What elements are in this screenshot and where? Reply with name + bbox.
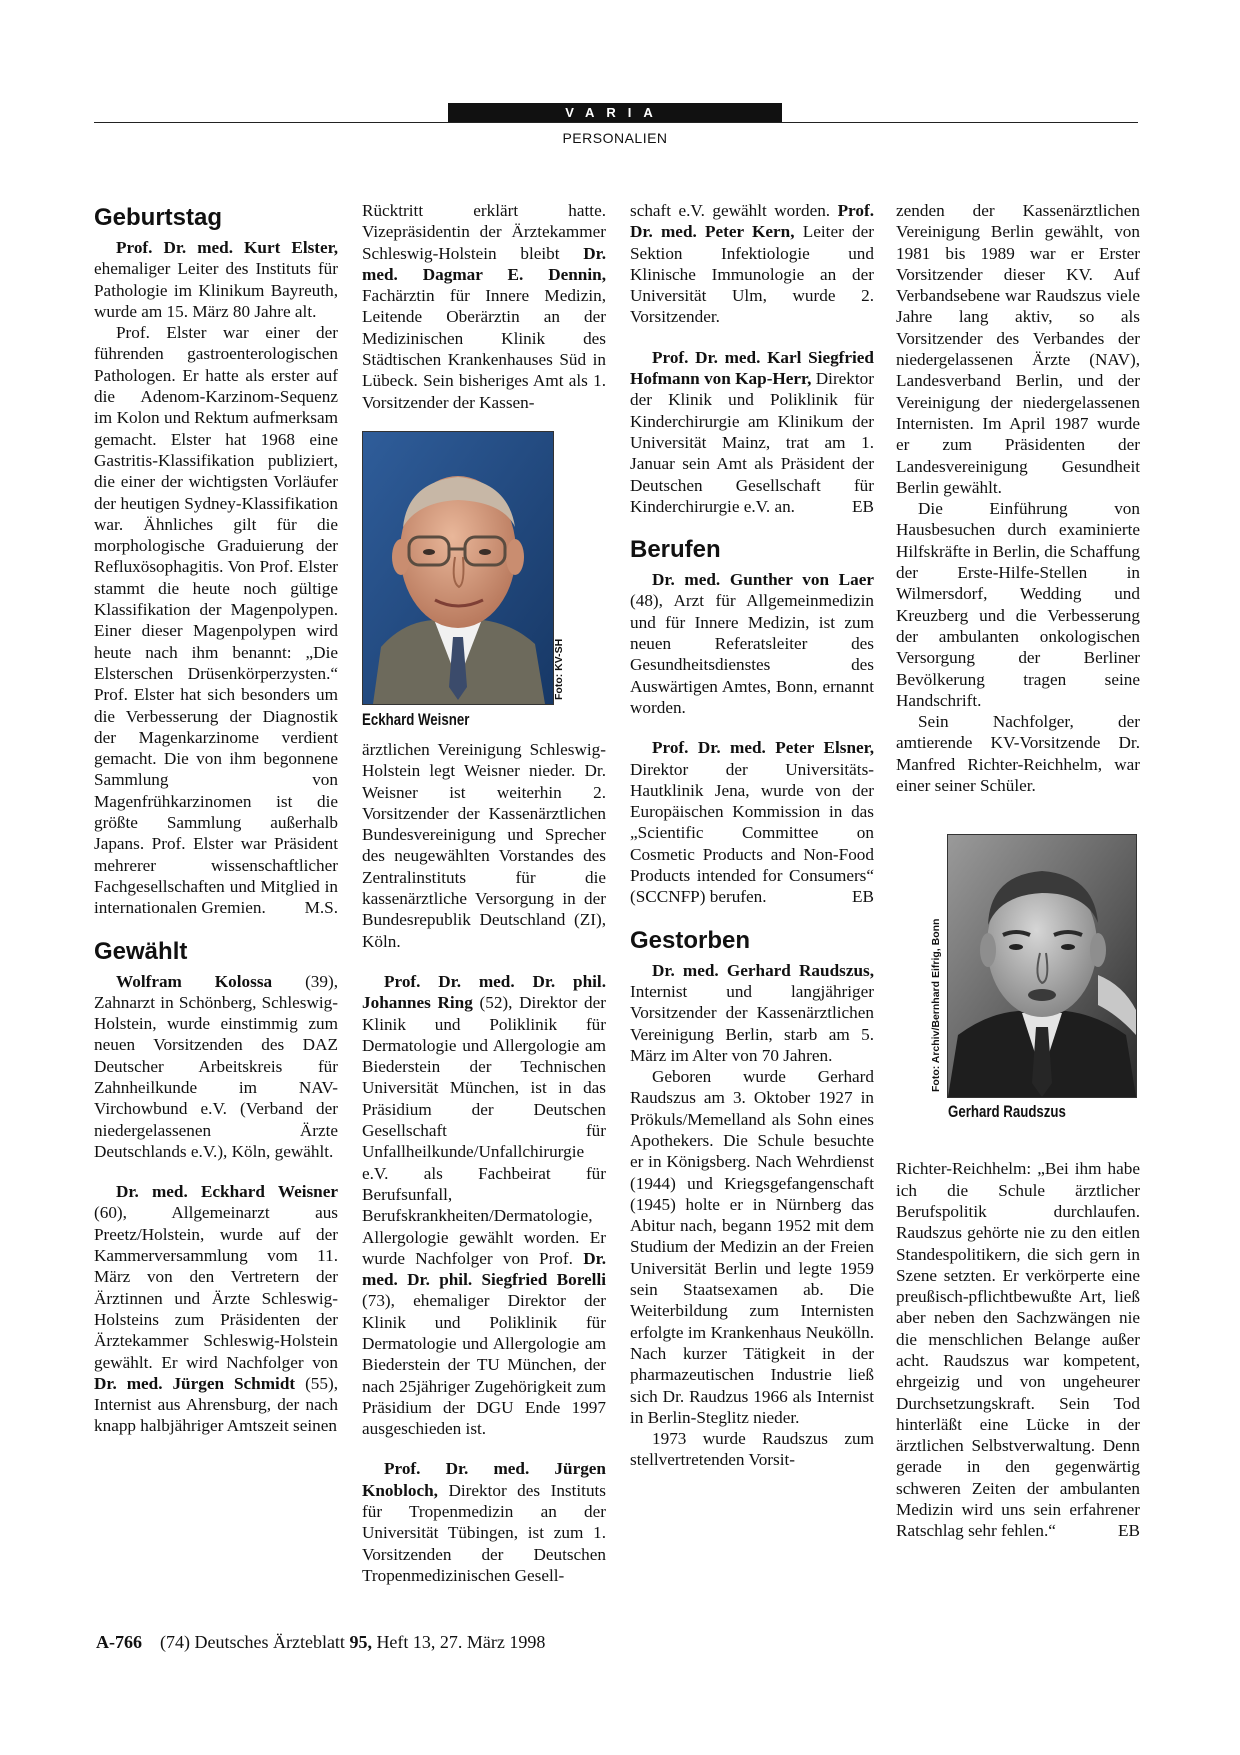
page-number: A-766 bbox=[96, 1632, 142, 1652]
paragraph: Prof. Dr. med. Jürgen Knobloch, Direktor des Instituts für Tropenmedizin an der Universität Tübingen, ist zum 1. Vorsitzenden der Deutschen Tropenmedizinischen Gesell- bbox=[362, 1459, 606, 1585]
paragraph: Prof. Dr. med. Dr. phil. Johannes Ring (52), Direktor der Klinik und Poliklinik für Dermatologie und Allergologie am Biederstein der Technischen Universität München, ist in das Präsidium der Deutschen Gesellschaft für Unfallheilkunde/Unfallchirurgie e.V. als Fachbeirat für Berufsunfall, Berufskrankheiten/Dermatologie, Allergologie gewählt worden. Er wurde Nachfolger von Prof. Dr. med. Dr. phil. Siegfried Borelli (73), ehemaliger Direktor der Klinik und Poliklinik für Dermatologie und Allergologie am Biederstein der TU München, der nach 25jähriger Zugehörigkeit zum Präsidium der DGU Ende 1997 ausgeschieden ist. bbox=[362, 971, 606, 1439]
header-rule bbox=[94, 122, 1138, 123]
paragraph: Rücktritt erklärt hatte. Vizepräsidentin der Ärztekammer Schleswig-Holstein bleibt Dr. med. Dagmar E. Dennin, Fachärztin für Innere Medizin, Leitende Oberärztin an der Medizinischen Klinik des Städtischen Krankenhauses Süd in Lübeck. Sein bisheriges Amt als 1. Vorsitzender der Kassen- bbox=[362, 201, 606, 412]
paragraph: zenden der Kassenärztlichen Vereinigung Berlin gewählt, von 1981 bis 1989 war er Erster Vorsitzender dieser KV. Auf Verbandsebene war Raudszus viele Jahre lang aktiv, so als Vorsitzender des Verbandes der niedergelassenen Ärzte (NAV), Landesverband Berlin, und der Vereinigung der niedergelassenen Internisten. Im April 1987 wurde er zum Präsidenten der Landesvereinigung Gesundheit Berlin gewählt. bbox=[896, 201, 1140, 497]
paragraph: Die Einführung von Hausbesuchen durch examinierte Hilfskräfte in Berlin, die Schaffung der Erste-Hilfe-Stellen in Wilmersdorf, Wedding und Kreuzberg und die Verbesserung der ambulanten onkologischen Versorgung der Berliner Bevölkerung tragen seine Handschrift. bbox=[896, 499, 1140, 710]
page-footer: A-766 (74) Deutsches Ärzteblatt 95, Heft 13, 27. März 1998 bbox=[96, 1632, 546, 1652]
paragraph: Geboren wurde Gerhard Raudszus am 3. Oktober 1927 in Prökuls/Memelland als Sohn eines Apothekers. Die Schule besuchte er in Königsberg. Nach Wehrdienst (1944) und Kriegsgefangenschaft (1945) holte er in Nürnberg das Abitur nach, begann 1952 mit dem Studium der Medizin an der Freien Universität Berlin und legte 1959 sein Staatsexamen ab. Die Weiterbildung zum Internisten erfolgte im Krankenhaus Neukölln. Nach kurzer Tätigkeit in der pharmazeutischen Industrie ließ sich Dr. Raudzus 1966 als Internist in Berlin-Steglitz nieder. bbox=[630, 1067, 874, 1427]
column-1 bbox=[94, 203, 338, 1437]
heading-gewaehlt: Gewählt bbox=[94, 937, 188, 965]
paragraph: schaft e.V. gewählt worden. Prof. Dr. med. Peter Kern, Leiter der Sektion Infektiologie und Klinische Immunologie an der Universität Ulm, wurde 2. Vorsitzender. bbox=[630, 201, 874, 327]
author-signature: EB bbox=[852, 887, 874, 907]
section-label: VARIA bbox=[448, 103, 782, 123]
subsection-label: PERSONALIEN bbox=[562, 130, 668, 146]
portrait-image bbox=[363, 432, 553, 704]
paragraph: ärztlichen Vereinigung Schleswig-Holstein legt Weisner nieder. Dr. Weisner ist weiterhin 2. Vorsitzender der Kassenärztlichen Bundesvereinigung und Sprecher des neugewählten Vorstandes des Zentralinstituts für die kassenärztliche Versorgung in der Bundesrepublik Deutschland (ZI), Köln. bbox=[362, 739, 606, 951]
photo-caption: Gerhard Raudszus bbox=[948, 1102, 1066, 1121]
author-signature: EB bbox=[1118, 1521, 1140, 1541]
heading-geburtstag: Geburtstag bbox=[94, 204, 223, 231]
paragraph: Dr. med. Gerhard Raudszus, Internist und langjähriger Vorsitzender der Kassenärztlichen Vereinigung Berlin, starb am 5. März im Alter von 70 Jahren. bbox=[630, 960, 874, 1065]
paragraph: Dr. med. Gunther von Laer (48), Arzt für Allgemeinmedizin und für Innere Medizin, ist zum neuen Referatsleiter des Gesundheitsdienstes des Auswärtigen Amtes, Bonn, ernannt worden. bbox=[630, 570, 874, 717]
paragraph: Prof. Dr. med. Kurt Elster, ehemaliger Leiter des Instituts für Pathologie im Klinikum Bayreuth, wurde am 15. März 80 Jahre alt. bbox=[94, 238, 338, 321]
photo-eckhard-weisner bbox=[362, 431, 554, 705]
portrait-image bbox=[948, 835, 1136, 1097]
photo-gerhard-raudszus bbox=[947, 834, 1137, 1098]
paragraph: Wolfram Kolossa (39), Zahnarzt in Schönberg, Schleswig-Holstein, wurde einstimmig zum neuen Vorsitzenden des DAZ Deutscher Arbeitskreis für Zahnheilkunde im NAV-Virchowbund e.V. (Verband der niedergelassenen Ärzte Deutschlands e.V.), Köln, gewählt. bbox=[94, 971, 338, 1161]
author-signature: EB bbox=[852, 496, 874, 516]
paragraph: Prof. Dr. med. Karl Siegfried Hofmann von Kap-Herr, Direktor der Klinik und Poliklinik für Kinderchirurgie am Klinikum der Universität Mainz, trat am 1. Januar sein Amt als Präsident der Deutschen Gesellschaft für Kinderchirurgie e.V. an. EB bbox=[630, 347, 874, 516]
paragraph: 1973 wurde Raudszus zum stellvertretenden Vorsit- bbox=[630, 1429, 874, 1470]
heading-berufen: Berufen bbox=[630, 536, 721, 564]
paragraph: Prof. Dr. med. Peter Elsner, Direktor der Universitäts-Hautklinik Jena, wurde von der Europäischen Kommission in das „Scientific Committee on Cosmetic Products and Non-Food Products intended for Consumers“ (SCCNFP) berufen. EB bbox=[630, 738, 874, 907]
author-signature: M.S. bbox=[304, 898, 338, 918]
column-2 bbox=[362, 200, 606, 1586]
paragraph: Dr. med. Eckhard Weisner (60), Allgemeinarzt aus Preetz/Holstein, wurde auf der Kammerversammlung vom 11. März von den Vertretern der Ärztinnen und Ärzte Schleswig-Holsteins zum Präsidenten der Ärztekammer Schleswig-Holstein gewählt. Er wird Nachfolger von Dr. med. Jürgen Schmidt (55), Internist aus Ahrensburg, der nach knapp halbjähriger Amtszeit seinen bbox=[94, 1182, 338, 1436]
paragraph: Sein Nachfolger, der amtierende KV-Vorsitzende Dr. Manfred Richter-Reichhelm, war einer seiner Schüler. bbox=[896, 712, 1140, 796]
column-3 bbox=[630, 200, 874, 1471]
photo-caption: Eckhard Weisner bbox=[362, 710, 470, 729]
paragraph: Prof. Elster war einer der führenden gastroenterologischen Pathologen. Er hatte als erster auf die Adenom-Karzinom-Sequenz im Kolon und Rektum aufmerksam gemacht. Elster hat 1968 eine Gastritis-Klassifikation publiziert, die einer der wichtigsten Vorläufer der heutigen Sydney-Klassifikation war. Ähnliches gilt für die morphologische Graduierung der Refluxösophagitis. Von Prof. Elster stammt die heute noch gültige Klassifikation der Magenpolypen. Einer dieser Magenpolypen wird heute nach ihm benannt: „Die Elsterschen Drüsenkörperzysten.“ Prof. Elster hat sich besonders um die Verbesserung der Diagnostik der Magenkarzinome verdient gemacht. Die von ihm begonnene Sammlung von Magenfrühkarzinomen ist die größte Sammlung außerhalb Japans. Prof. Elster war Präsident mehrerer wissenschaftlicher Fachgesellschaften und Mitglied in internationalen Gremien. M.S. bbox=[94, 323, 338, 918]
heading-gestorben: Gestorben bbox=[630, 926, 751, 954]
photo-credit: Foto: Archiv/Bernhard Eifrig, Bonn bbox=[930, 918, 942, 1092]
paragraph: Richter-Reichhelm: „Bei ihm habe ich die Schule ärztlicher Berufspolitik durchlaufen. Raudszus gehörte nie zu den eitlen Standespolitikern, die sich gern in Szene setzten. Er verkörperte eine preußisch-pflichtbewußte Art, ließ aber neben den Sachzwängen nie die menschlichen Belange außer acht. Raudszus war kompetent, ehrgeizig und von ungeheurer Durchsetzungskraft. Sein Tod hinterläßt eine Lücke in der ärztlichen Selbstverwaltung. Denn gerade in den gegenwärtig schweren Zeiten der ambulanten Medizin wird uns sein erfahrener Ratschlag sehr fehlen.“ EB bbox=[896, 1159, 1140, 1541]
photo-credit: Foto: KV-SH bbox=[553, 638, 565, 700]
